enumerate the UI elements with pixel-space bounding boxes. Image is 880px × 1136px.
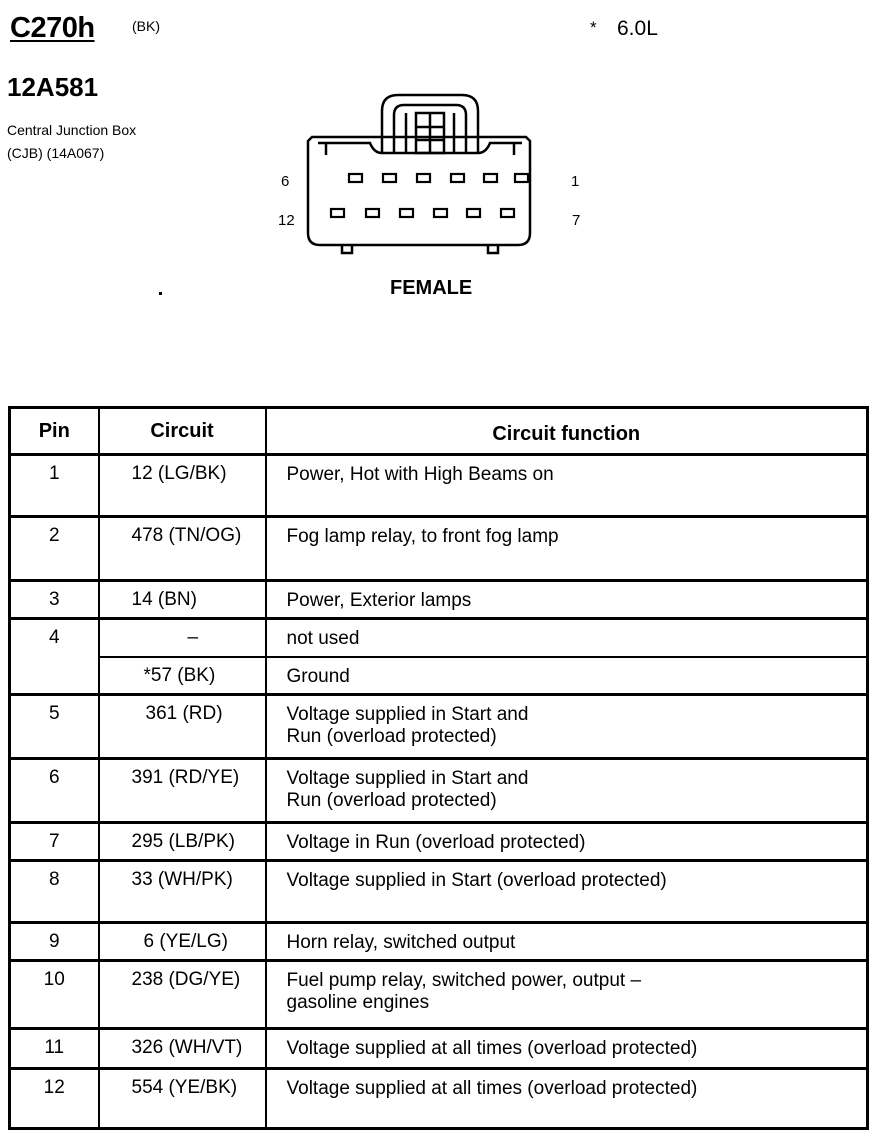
engine-note: 6.0L [617, 17, 658, 40]
table-row [10, 581, 868, 619]
pin-cell: 3 [10, 581, 99, 619]
connector-id: C270h [10, 12, 95, 44]
connector-color: (BK) [132, 18, 160, 34]
function-line-1: Voltage supplied in Start and [286, 768, 529, 789]
circuit-cell: 14 (BN) [99, 581, 266, 619]
circuit-cell: 391 (RD/YE) [99, 759, 266, 823]
header-function: Circuit function [266, 408, 868, 455]
pin-cell: 8 [10, 861, 99, 923]
table-header-row [10, 408, 868, 455]
table-row [10, 455, 868, 517]
component-name: Central Junction Box [7, 122, 137, 138]
function-cell: Fog lamp relay, to front fog lamp [266, 517, 868, 581]
table-row [10, 923, 868, 961]
circuit-cell: 12 (LG/BK) [99, 455, 266, 517]
table-row [10, 961, 868, 1029]
pin-cell: 4 [10, 619, 99, 695]
circuit-cell: 6 (YE/LG) [99, 923, 266, 961]
table-row [10, 657, 868, 695]
table-row [10, 823, 868, 861]
pin-cell: 11 [10, 1029, 99, 1069]
connector-face-diagram [270, 85, 570, 260]
table-row [10, 861, 868, 923]
pin-cell: 5 [10, 695, 99, 759]
function-cell: Voltage supplied at all times (overload protected) [266, 1069, 868, 1129]
component-code: (CJB) (14A067) [7, 145, 105, 161]
pin-label-6: 6 [281, 173, 290, 190]
table-row [10, 1029, 868, 1069]
pin-cell: 7 [10, 823, 99, 861]
table-row [10, 759, 868, 823]
function-line-2: gasoline engines [286, 992, 430, 1013]
function-line-2: Run (overload protected) [286, 726, 497, 747]
table-row [10, 517, 868, 581]
function-cell: Voltage supplied in Start (overload protected) [266, 861, 868, 923]
function-cell: Voltage supplied at all times (overload protected) [266, 1029, 868, 1069]
pin-cell: 1 [10, 455, 99, 517]
circuit-cell: – [99, 619, 266, 657]
circuit-cell: 361 (RD) [99, 695, 266, 759]
table-row [10, 619, 868, 657]
circuit-cell: 238 (DG/YE) [99, 961, 266, 1029]
function-cell [266, 759, 868, 823]
function-line-1: Voltage supplied in Start and [286, 704, 529, 725]
header-circuit: Circuit [99, 408, 266, 455]
function-cell: Power, Exterior lamps [266, 581, 868, 619]
pin-cell: 6 [10, 759, 99, 823]
function-cell: Power, Hot with High Beams on [266, 455, 868, 517]
function-cell: Voltage in Run (overload protected) [266, 823, 868, 861]
engine-marker: * [590, 18, 597, 37]
table-row [10, 1069, 868, 1129]
function-cell: not used [266, 619, 868, 657]
circuit-cell: 478 (TN/OG) [99, 517, 266, 581]
function-line-2: Run (overload protected) [286, 790, 497, 811]
function-cell [266, 695, 868, 759]
connector-gender: FEMALE [390, 277, 473, 299]
pin-label-7: 7 [572, 212, 581, 229]
pin-cell: 12 [10, 1069, 99, 1129]
function-cell: Ground [266, 657, 868, 695]
circuit-cell: *57 (BK) [99, 657, 266, 695]
part-number: 12A581 [7, 72, 99, 102]
pin-cell: 10 [10, 961, 99, 1029]
pin-cell: 9 [10, 923, 99, 961]
pin-cell: 2 [10, 517, 99, 581]
circuit-cell: 326 (WH/VT) [99, 1029, 266, 1069]
circuit-cell: 33 (WH/PK) [99, 861, 266, 923]
scan-dot [159, 292, 162, 295]
circuit-cell: 295 (LB/PK) [99, 823, 266, 861]
pin-label-1: 1 [571, 173, 580, 190]
function-cell: Horn relay, switched output [266, 923, 868, 961]
pin-table [8, 406, 869, 1130]
circuit-cell: 554 (YE/BK) [99, 1069, 266, 1129]
table-row [10, 695, 868, 759]
header-pin: Pin [10, 408, 99, 455]
pin-label-12: 12 [278, 212, 295, 229]
function-line-1: Fuel pump relay, switched power, output – [286, 970, 642, 991]
function-cell [266, 961, 868, 1029]
